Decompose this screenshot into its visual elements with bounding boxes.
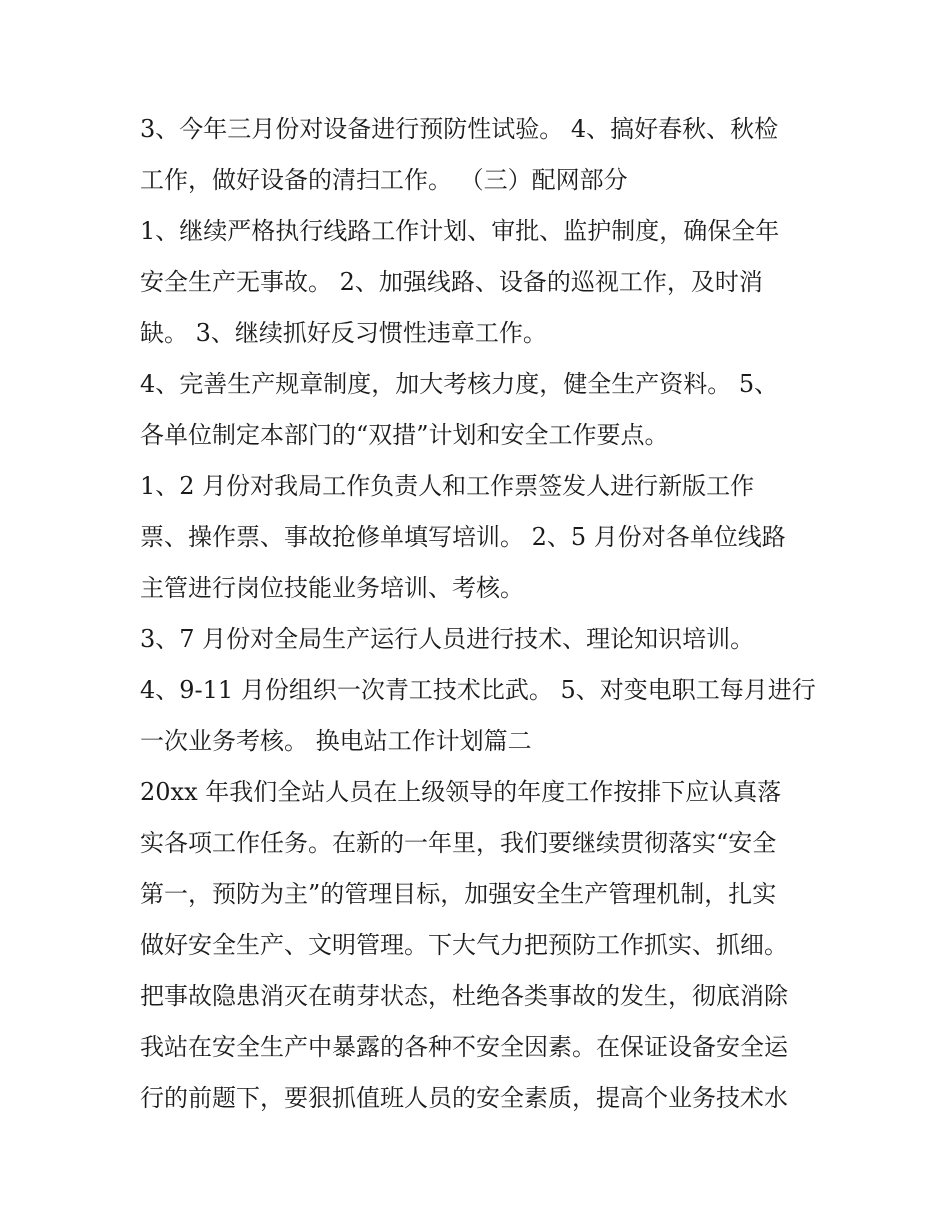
text-line: 实各项工作任务。在新的一年里，我们要继续贯彻落实“安全 <box>140 829 777 857</box>
text-line: 票、操作票、事故抢修单填写培训。 2、5 月份对各单位线路 <box>140 523 786 551</box>
text-line: 4、完善生产规章制度，加大考核力度，健全生产资料。 5、 <box>140 370 779 398</box>
text-line: 第一，预防为主”的管理目标，加强安全生产管理机制，扎实 <box>140 880 777 908</box>
text-line: 3、7 月份对全局生产运行人员进行技术、理论知识培训。 <box>140 625 755 653</box>
text-line: 我站在安全生产中暴露的各种不安全因素。在保证设备安全运 <box>140 1033 788 1061</box>
text-line: 主管进行岗位技能业务培训、考核。 <box>140 574 524 602</box>
text-line: 行的前题下，要狠抓值班人员的安全素质，提高个业务技术水 <box>140 1084 788 1112</box>
text-line: 一次业务考核。 换电站工作计划篇二 <box>140 727 532 755</box>
text-line: 把事故隐患消灭在萌芽状态，杜绝各类事故的发生，彻底消除 <box>140 982 788 1010</box>
text-line: 工作，做好设备的清扫工作。 （三）配网部分 <box>140 166 628 194</box>
text-line: 缺。 3、继续抓好反习惯性违章工作。 <box>140 319 547 347</box>
text-line: 3、今年三月份对设备进行预防性试验。 4、搞好春秋、秋检 <box>140 115 779 143</box>
text-line: 4、9-11 月份组织一次青工技术比武。 5、对变电职工每月进行 <box>140 676 816 704</box>
text-line: 1、2 月份对我局工作负责人和工作票签发人进行新版工作 <box>140 472 755 500</box>
text-line: 20xx 年我们全站人员在上级领导的年度工作按排下应认真落 <box>140 778 782 806</box>
text-line: 1、继续严格执行线路工作计划、审批、监护制度，确保全年 <box>140 217 780 245</box>
text-line: 各单位制定本部门的“双措”计划和安全工作要点。 <box>140 421 669 449</box>
text-line: 安全生产无事故。 2、加强线路、设备的巡视工作，及时消 <box>140 268 763 296</box>
body-text <box>140 104 820 1124</box>
text-line: 做好安全生产、文明管理。下大气力把预防工作抓实、抓细。 <box>140 931 788 959</box>
